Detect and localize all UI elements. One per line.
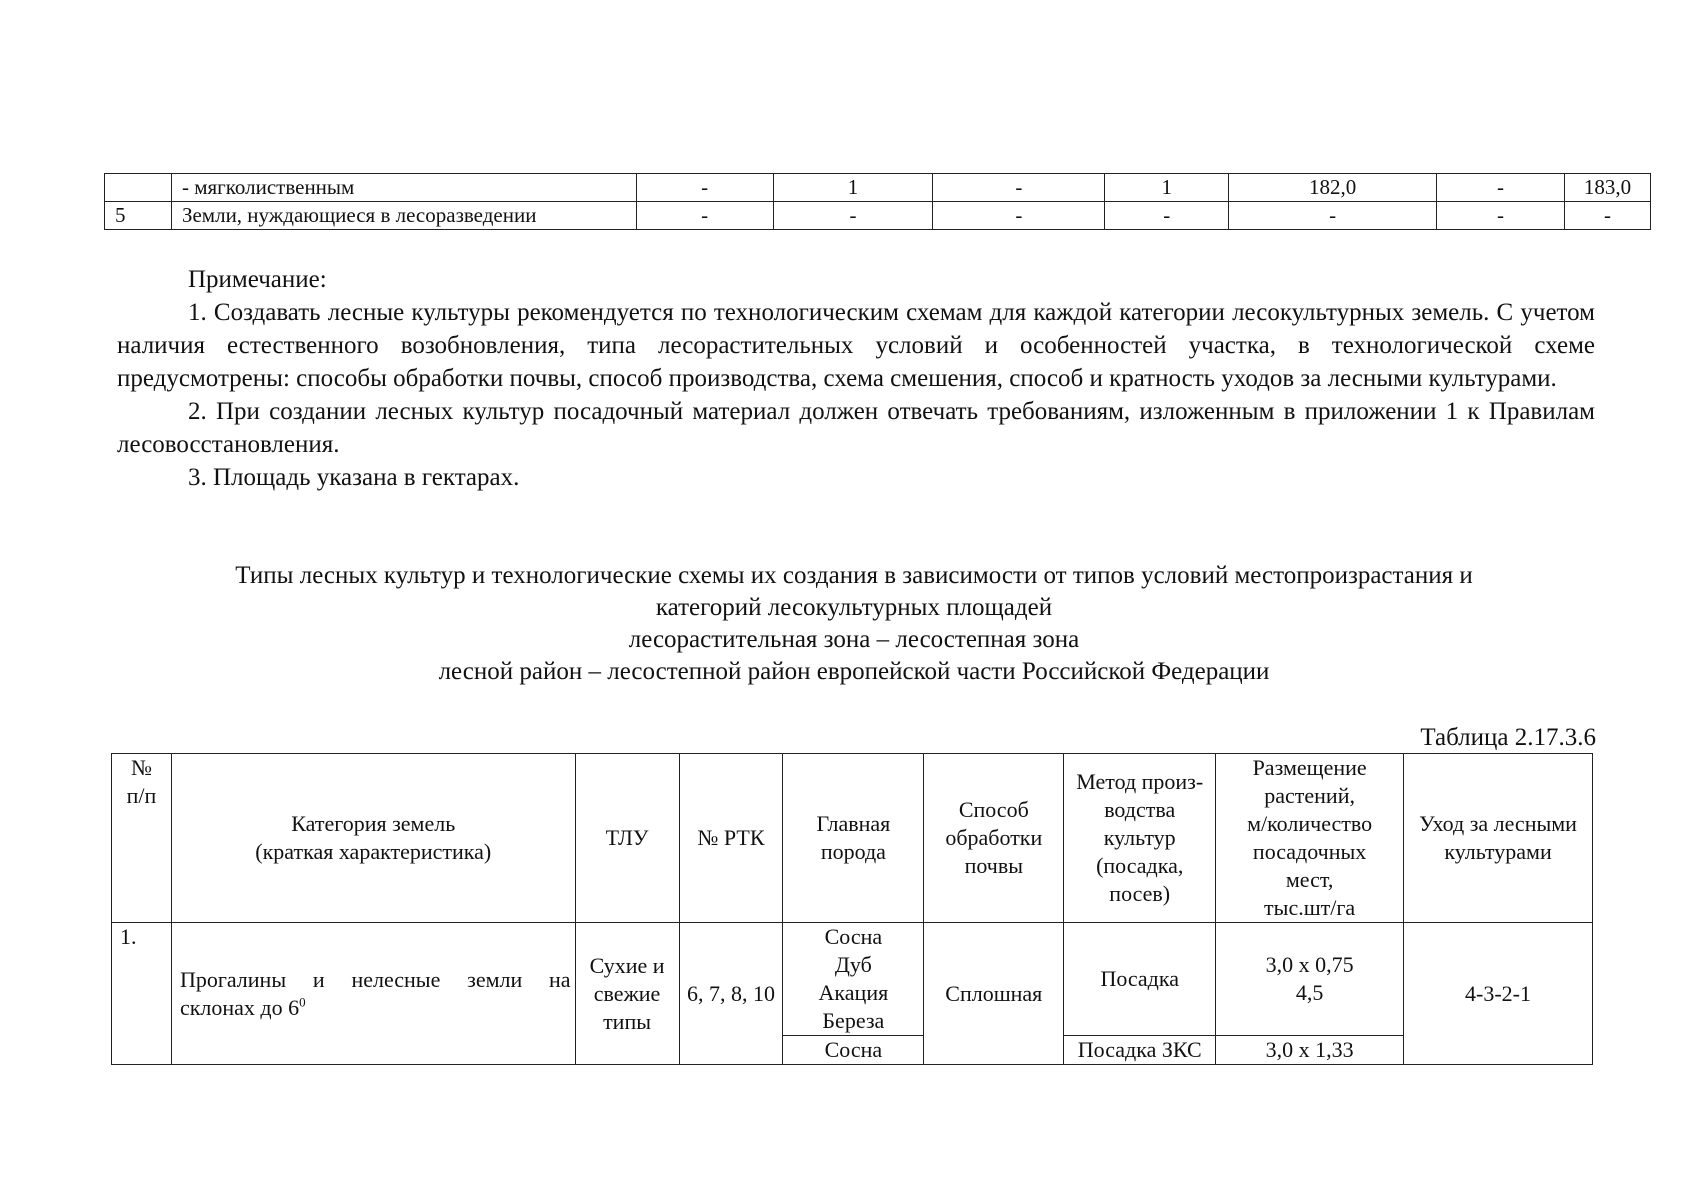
note-item: 2. При создании лесных культур посадочный материал должен отвечать требованиям, изложенным в приложении 1 к Правилам лесовосстановления.: [117, 398, 1595, 458]
table-label: Таблица 2.17.3.6: [1420, 724, 1596, 751]
placement-cell: 3,0 х 1,33: [1216, 1036, 1404, 1065]
degree-superscript: 0: [299, 994, 306, 1010]
table-header-row: [112, 754, 1593, 923]
table-cell: -: [1564, 202, 1650, 230]
care-cell: 4-3-2-1: [1404, 923, 1593, 1065]
header-num: № п/п: [112, 754, 172, 923]
table-row: [105, 202, 1651, 230]
method-cell: Посадка ЗКС: [1064, 1036, 1216, 1065]
placement-cell: 3,0 х 0,75 4,5: [1216, 923, 1404, 1036]
table-cell: -: [1437, 202, 1565, 230]
header-placement: Размещение растений, м/количество посадочных мест, тыс.шт/га: [1216, 754, 1404, 923]
table-cell: 183,0: [1564, 174, 1650, 202]
table-cell: 182,0: [1229, 174, 1437, 202]
notes-section: [117, 263, 1595, 494]
notes-title: Примечание:: [188, 266, 327, 293]
species-cell: Сосна: [783, 1036, 924, 1065]
tlu-cell: Сухие и свежие типы: [575, 923, 679, 1065]
row-name: - мягколиственным: [171, 174, 636, 202]
soil-cell: Сплошная: [924, 923, 1064, 1065]
table-cell: 1: [773, 174, 933, 202]
header-rtk: № РТК: [679, 754, 783, 923]
heading-line: категорий лесокультурных площадей: [655, 594, 1053, 621]
section-heading: [110, 560, 1598, 688]
header-species: Главная порода: [783, 754, 924, 923]
row-number: 1.: [112, 923, 172, 1065]
header-care: Уход за лесными культурами: [1404, 754, 1593, 923]
forest-cultures-table: [111, 753, 1593, 1065]
rtk-cell: 6, 7, 8, 10: [679, 923, 783, 1065]
method-cell: Посадка: [1064, 923, 1216, 1036]
heading-line: лесорастительная зона – лесостепная зона: [628, 626, 1080, 653]
header-tlu: ТЛУ: [575, 754, 679, 923]
continuation-table: [104, 173, 1651, 230]
table-cell: -: [636, 174, 773, 202]
land-category: Прогалины и нелесные земли на склонах до $6^0$: [171, 923, 575, 1065]
note-item: 1. Создавать лесные культуры рекомендуется по технологическим схемам для каждой категории лесокультурных земель. С учетом наличия естественного возобновления, типа лесорастительных условий и особенностей участка, в технологической схеме предусмотрены: способы обработки почвы, способ производства, схема смешения, способ и кратность уходов за лесными культурами.: [117, 299, 1595, 392]
table-row: [105, 174, 1651, 202]
header-category: Категория земель (краткая характеристика): [171, 754, 575, 923]
table-cell: -: [773, 202, 933, 230]
table-cell: -: [933, 202, 1105, 230]
table-row: [112, 923, 1593, 1036]
table-cell: -: [1229, 202, 1437, 230]
row-number: 5: [105, 202, 172, 230]
header-soil: Способ обработки почвы: [924, 754, 1064, 923]
row-number: [105, 174, 172, 202]
table-cell: 1: [1105, 174, 1229, 202]
note-item: 3. Площадь указана в гектарах.: [188, 464, 520, 491]
header-method: Метод произ- водства культур (посадка, посев): [1064, 754, 1216, 923]
row-name: Земли, нуждающиеся в лесоразведении: [171, 202, 636, 230]
species-cell: Сосна Дуб Акация Береза: [783, 923, 924, 1036]
table-cell: -: [1437, 174, 1565, 202]
table-cell: -: [933, 174, 1105, 202]
table-cell: -: [1105, 202, 1229, 230]
table-cell: -: [636, 202, 773, 230]
heading-line: лесной район – лесостепной район европейской части Российской Федерации: [438, 658, 1270, 685]
heading-line: Типы лесных культур и технологические схемы их создания в зависимости от типов условий местопроизрастания и: [235, 562, 1473, 589]
